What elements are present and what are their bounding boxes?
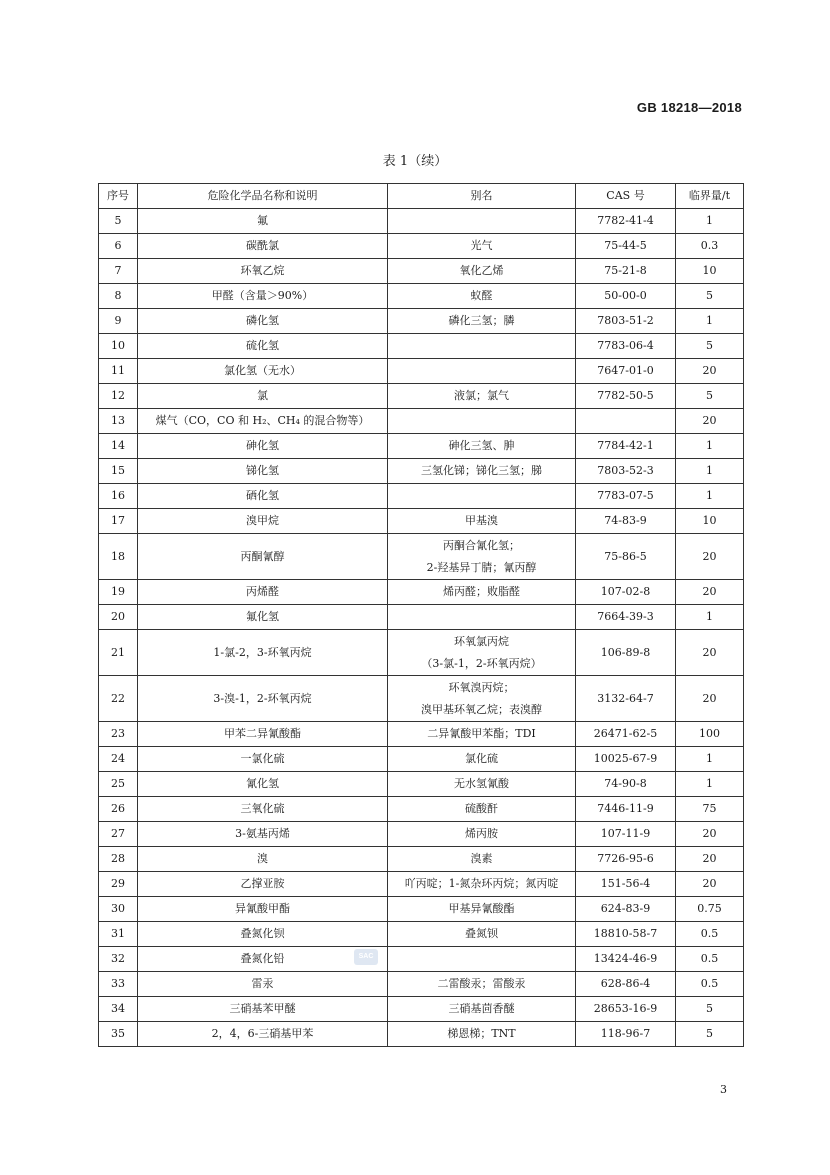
chemical-name-cell: 氯化氢（无水） <box>138 359 388 384</box>
row-number-cell: 17 <box>99 509 138 534</box>
threshold-quantity-cell: 0.75 <box>676 897 744 922</box>
alias-line: 梯恩梯；TNT <box>447 1027 516 1040</box>
alias-line: 环氧氯丙烷 <box>454 634 509 648</box>
row-number-cell: 23 <box>99 722 138 747</box>
cas-number-cell: 7446-11-9 <box>576 797 676 822</box>
row-number-cell: 8 <box>99 284 138 309</box>
table-row <box>99 722 744 747</box>
alias-cell <box>388 534 576 580</box>
alias-line: 砷化三氢、胂 <box>448 439 515 452</box>
alias-cell <box>388 747 576 772</box>
cas-number-cell: 107-11-9 <box>576 822 676 847</box>
row-number-cell: 16 <box>99 484 138 509</box>
alias-cell <box>388 922 576 947</box>
threshold-quantity-cell: 10 <box>676 509 744 534</box>
table-row <box>99 509 744 534</box>
cas-number-cell: 7783-06-4 <box>576 334 676 359</box>
threshold-quantity-cell: 100 <box>676 722 744 747</box>
threshold-quantity-cell: 1 <box>676 484 744 509</box>
column-header: 临界量/t <box>676 184 744 209</box>
table-row <box>99 580 744 605</box>
table-row <box>99 334 744 359</box>
table-row <box>99 234 744 259</box>
table-row <box>99 309 744 334</box>
chemical-name-cell: 锑化氢 <box>138 459 388 484</box>
alias-line: 硫酸酐 <box>465 802 498 815</box>
threshold-quantity-cell: 75 <box>676 797 744 822</box>
threshold-quantity-cell: 5 <box>676 384 744 409</box>
alias-line: 二异氰酸甲苯酯；TDI <box>427 727 536 740</box>
alias-line: 氧化乙烯 <box>459 264 504 277</box>
chemical-name-cell: 异氰酸甲酯 <box>138 897 388 922</box>
row-number-cell: 15 <box>99 459 138 484</box>
cas-number-cell: 107-02-8 <box>576 580 676 605</box>
chemical-name-cell: 2，4，6-三硝基甲苯 <box>138 1022 388 1047</box>
table-title: 表 1（续） <box>382 154 448 169</box>
alias-line: 环氧溴丙烷； <box>448 680 515 694</box>
threshold-quantity-cell: 20 <box>676 630 744 676</box>
alias-line: 吖丙啶；1-氮杂环丙烷；氮丙啶 <box>404 877 559 890</box>
cas-number-cell: 3132-64-7 <box>576 676 676 722</box>
cas-number-cell: 7664-39-3 <box>576 605 676 630</box>
table-row <box>99 259 744 284</box>
cas-number-cell: 7782-50-5 <box>576 384 676 409</box>
table-row <box>99 922 744 947</box>
chemical-name-cell: 3-氨基丙烯 <box>138 822 388 847</box>
threshold-quantity-cell: 20 <box>676 580 744 605</box>
column-header: CAS 号 <box>576 184 676 209</box>
alias-line: 液氯；氯气 <box>454 389 509 402</box>
table-row <box>99 747 744 772</box>
cas-number-cell: 106-89-8 <box>576 630 676 676</box>
alias-cell <box>388 847 576 872</box>
alias-line: 溴素 <box>470 852 493 865</box>
threshold-quantity-cell: 1 <box>676 434 744 459</box>
alias-cell <box>388 722 576 747</box>
table-row <box>99 897 744 922</box>
table-row <box>99 847 744 872</box>
row-number-cell: 5 <box>99 209 138 234</box>
table-row <box>99 605 744 630</box>
alias-line: 蚁醛 <box>470 289 493 302</box>
watermark-logo: SAC <box>354 949 378 965</box>
chemical-name-cell: 乙撑亚胺 <box>138 872 388 897</box>
table-row <box>99 772 744 797</box>
cas-number-cell: 7726-95-6 <box>576 847 676 872</box>
alias-line: 2-羟基异丁腈；氰丙醇 <box>426 560 537 574</box>
alias-line: 烯丙胺 <box>465 827 498 840</box>
cas-number-cell: 10025-67-9 <box>576 747 676 772</box>
alias-cell <box>388 972 576 997</box>
cas-number-cell: 118-96-7 <box>576 1022 676 1047</box>
threshold-quantity-cell: 20 <box>676 534 744 580</box>
threshold-quantity-cell: 20 <box>676 676 744 722</box>
alias-cell <box>388 947 576 972</box>
threshold-quantity-cell: 0.5 <box>676 922 744 947</box>
table-row <box>99 972 744 997</box>
alias-cell <box>388 797 576 822</box>
row-number-cell: 14 <box>99 434 138 459</box>
threshold-quantity-cell: 1 <box>676 459 744 484</box>
row-number-cell: 28 <box>99 847 138 872</box>
table-row <box>99 630 744 676</box>
alias-cell <box>388 872 576 897</box>
cas-number-cell: 7784-42-1 <box>576 434 676 459</box>
cas-number-cell: 74-83-9 <box>576 509 676 534</box>
alias-cell <box>388 509 576 534</box>
chemical-name-cell: 溴 <box>138 847 388 872</box>
table-row <box>99 409 744 434</box>
threshold-quantity-cell: 5 <box>676 284 744 309</box>
alias-line: 无水氢氰酸 <box>454 777 509 790</box>
cas-number-cell: 624-83-9 <box>576 897 676 922</box>
threshold-quantity-cell: 1 <box>676 772 744 797</box>
row-number-cell: 33 <box>99 972 138 997</box>
row-number-cell: 19 <box>99 580 138 605</box>
chemical-name-cell: 磷化氢 <box>138 309 388 334</box>
page-number: 3 <box>720 1083 727 1096</box>
column-header: 危险化学品名称和说明 <box>138 184 388 209</box>
threshold-quantity-cell: 5 <box>676 1022 744 1047</box>
cas-number-cell: 50-00-0 <box>576 284 676 309</box>
threshold-quantity-cell: 1 <box>676 747 744 772</box>
row-number-cell: 6 <box>99 234 138 259</box>
alias-cell <box>388 309 576 334</box>
alias-cell <box>388 409 576 434</box>
chemical-name-cell: 氟 <box>138 209 388 234</box>
row-number-cell: 27 <box>99 822 138 847</box>
alias-cell <box>388 484 576 509</box>
row-number-cell: 7 <box>99 259 138 284</box>
chemical-name-cell: 3-溴-1，2-环氧丙烷 <box>138 676 388 722</box>
chemical-name-cell: 甲苯二异氰酸酯 <box>138 722 388 747</box>
alias-line: 溴甲基环氧乙烷；表溴醇 <box>421 702 542 716</box>
cas-number-cell: 7803-51-2 <box>576 309 676 334</box>
row-number-cell: 26 <box>99 797 138 822</box>
chemical-name-cell: 三硝基苯甲醚 <box>138 997 388 1022</box>
threshold-quantity-cell: 1 <box>676 209 744 234</box>
table-row <box>99 872 744 897</box>
chemical-name-cell: 丙烯醛 <box>138 580 388 605</box>
threshold-quantity-cell: 20 <box>676 847 744 872</box>
table-row <box>99 284 744 309</box>
alias-cell <box>388 459 576 484</box>
alias-cell <box>388 334 576 359</box>
row-number-cell: 9 <box>99 309 138 334</box>
alias-cell <box>388 284 576 309</box>
chemical-name-cell: 环氧乙烷 <box>138 259 388 284</box>
cas-number-cell: 7803-52-3 <box>576 459 676 484</box>
alias-line: （3-氯-1，2-环氧丙烷） <box>421 656 542 670</box>
alias-cell <box>388 209 576 234</box>
row-number-cell: 12 <box>99 384 138 409</box>
chemical-name-cell: 煤气（CO，CO 和 H₂、CH₄ 的混合物等） <box>138 409 388 434</box>
row-number-cell: 10 <box>99 334 138 359</box>
alias-line: 甲基溴 <box>465 514 498 527</box>
threshold-quantity-cell: 10 <box>676 259 744 284</box>
alias-cell <box>388 234 576 259</box>
alias-line: 磷化三氢；膦 <box>448 314 515 327</box>
alias-line: 叠氮钡 <box>465 927 498 940</box>
table-row <box>99 384 744 409</box>
chemical-name-cell: 三氧化硫 <box>138 797 388 822</box>
row-number-cell: 25 <box>99 772 138 797</box>
alias-cell <box>388 434 576 459</box>
cas-number-cell: 7782-41-4 <box>576 209 676 234</box>
alias-line: 三氢化锑；锑化三氢；䏲 <box>421 464 542 477</box>
table-row <box>99 997 744 1022</box>
standard-code: GB 18218—2018 <box>636 100 742 115</box>
chemical-name-cell: 雷汞 <box>138 972 388 997</box>
threshold-quantity-cell: 1 <box>676 309 744 334</box>
cas-number-cell: 628-86-4 <box>576 972 676 997</box>
row-number-cell: 13 <box>99 409 138 434</box>
cas-number-cell: 7783-07-5 <box>576 484 676 509</box>
alias-cell <box>388 676 576 722</box>
chemical-name-cell: 砷化氢 <box>138 434 388 459</box>
table-row <box>99 434 744 459</box>
table-row <box>99 359 744 384</box>
cas-number-cell: 75-86-5 <box>576 534 676 580</box>
table-row <box>99 209 744 234</box>
chemical-name-cell: 氟化氢 <box>138 605 388 630</box>
column-header: 别名 <box>388 184 576 209</box>
chemical-name-cell: 1-氯-2，3-环氧丙烷 <box>138 630 388 676</box>
threshold-quantity-cell: 5 <box>676 997 744 1022</box>
threshold-quantity-cell: 20 <box>676 409 744 434</box>
cas-number-cell: 75-21-8 <box>576 259 676 284</box>
threshold-quantity-cell: 0.5 <box>676 972 744 997</box>
alias-line: 三硝基茴香醚 <box>448 1002 515 1015</box>
cas-number-cell: 74-90-8 <box>576 772 676 797</box>
chemical-name-cell: 叠氮化钡 <box>138 922 388 947</box>
alias-line: 烯丙醛；败脂醛 <box>443 585 520 598</box>
table-row <box>99 822 744 847</box>
alias-cell <box>388 1022 576 1047</box>
table-row <box>99 459 744 484</box>
chemical-name-cell: 碳酰氯 <box>138 234 388 259</box>
row-number-cell: 32 <box>99 947 138 972</box>
table-body <box>99 209 744 1047</box>
cas-number-cell: 13424-46-9 <box>576 947 676 972</box>
alias-cell <box>388 630 576 676</box>
table-row <box>99 1022 744 1047</box>
row-number-cell: 29 <box>99 872 138 897</box>
table-row <box>99 797 744 822</box>
cas-number-cell: 7647-01-0 <box>576 359 676 384</box>
threshold-quantity-cell: 0.3 <box>676 234 744 259</box>
row-number-cell: 22 <box>99 676 138 722</box>
alias-cell <box>388 259 576 284</box>
chemical-name-cell: 叠氮化铅 <box>138 947 388 972</box>
alias-cell <box>388 897 576 922</box>
alias-line: 丙酮合氰化氢； <box>443 538 520 552</box>
threshold-quantity-cell: 1 <box>676 605 744 630</box>
alias-cell <box>388 605 576 630</box>
chemical-name-cell: 硒化氢 <box>138 484 388 509</box>
cas-number-cell: 28653-16-9 <box>576 997 676 1022</box>
chemical-name-cell: 氯 <box>138 384 388 409</box>
cas-number-cell: 26471-62-5 <box>576 722 676 747</box>
cas-number-cell: 18810-58-7 <box>576 922 676 947</box>
table-row <box>99 484 744 509</box>
alias-line: 光气 <box>470 239 493 252</box>
threshold-quantity-cell: 5 <box>676 334 744 359</box>
row-number-cell: 11 <box>99 359 138 384</box>
alias-cell <box>388 580 576 605</box>
row-number-cell: 35 <box>99 1022 138 1047</box>
cas-number-cell: 75-44-5 <box>576 234 676 259</box>
table-row <box>99 947 744 972</box>
alias-cell <box>388 772 576 797</box>
chemical-name-cell: 一氯化硫 <box>138 747 388 772</box>
alias-cell <box>388 997 576 1022</box>
alias-cell <box>388 822 576 847</box>
threshold-quantity-cell: 0.5 <box>676 947 744 972</box>
cas-number-cell <box>576 409 676 434</box>
chemical-name-cell: 氰化氢 <box>138 772 388 797</box>
row-number-cell: 24 <box>99 747 138 772</box>
column-header: 序号 <box>99 184 138 209</box>
table-row <box>99 676 744 722</box>
alias-line: 二雷酸汞；雷酸汞 <box>437 977 526 990</box>
threshold-quantity-cell: 20 <box>676 359 744 384</box>
row-number-cell: 34 <box>99 997 138 1022</box>
table-row <box>99 534 744 580</box>
threshold-quantity-cell: 20 <box>676 872 744 897</box>
alias-cell <box>388 359 576 384</box>
alias-line: 甲基异氰酸酯 <box>448 902 515 915</box>
row-number-cell: 18 <box>99 534 138 580</box>
chemical-name-cell: 硫化氢 <box>138 334 388 359</box>
chemical-name-cell: 甲醛（含量＞90%） <box>138 284 388 309</box>
cas-number-cell: 151-56-4 <box>576 872 676 897</box>
row-number-cell: 20 <box>99 605 138 630</box>
threshold-quantity-cell: 20 <box>676 822 744 847</box>
chemicals-table <box>98 183 744 1047</box>
chemical-name-cell: 丙酮氰醇 <box>138 534 388 580</box>
row-number-cell: 30 <box>99 897 138 922</box>
row-number-cell: 21 <box>99 630 138 676</box>
alias-cell <box>388 384 576 409</box>
table-header-row <box>99 184 744 209</box>
chemical-name-cell: 溴甲烷 <box>138 509 388 534</box>
row-number-cell: 31 <box>99 922 138 947</box>
alias-line: 氯化硫 <box>465 752 498 765</box>
